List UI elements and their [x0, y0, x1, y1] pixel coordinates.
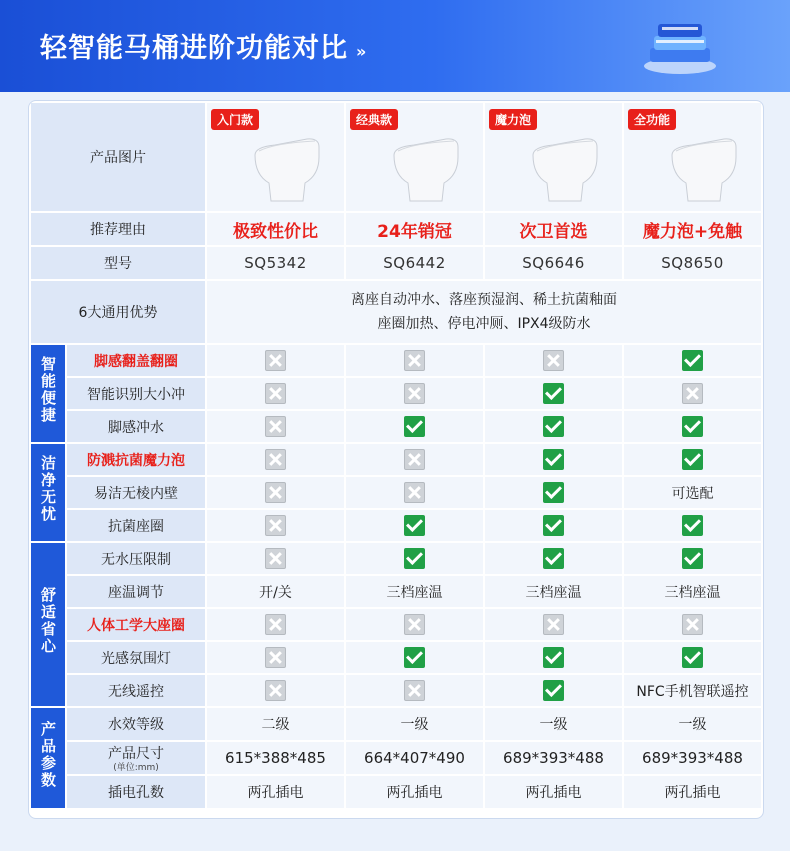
double-chevron-icon: »: [356, 42, 368, 61]
badge-label: 经典款: [350, 109, 398, 130]
feature-row: [31, 345, 761, 376]
feature-cell: [485, 510, 622, 541]
feature-cell: [346, 345, 483, 376]
cross-icon: [265, 416, 286, 437]
feature-label: 易洁无棱内壁: [67, 477, 205, 508]
cross-icon: [265, 647, 286, 668]
feature-cell: [624, 609, 761, 640]
param-label: [67, 776, 205, 808]
advantages-line: 座圈加热、停电冲厕、IPX4级防水: [377, 316, 591, 332]
cross-icon: [265, 548, 286, 569]
feature-cell: [485, 642, 622, 673]
cross-icon: [682, 614, 703, 635]
check-icon: [543, 416, 564, 437]
feature-row: [31, 642, 761, 673]
param-cell: 一级: [485, 708, 622, 740]
feature-row: [31, 675, 761, 706]
model-cell: SQ5342: [207, 247, 344, 279]
check-icon: [682, 449, 703, 470]
model-cell: SQ6442: [346, 247, 483, 279]
feature-text-cell: 三档座温: [624, 576, 761, 607]
row-label-model: 型号: [31, 247, 205, 279]
reason-cell: 魔力泡+免触: [624, 213, 761, 245]
param-cell: 664*407*490: [346, 742, 483, 774]
row-image: [31, 103, 761, 211]
feature-cell: [485, 378, 622, 409]
category-text: 智能便捷: [39, 356, 57, 424]
cross-icon: [265, 482, 286, 503]
comparison-table: [29, 101, 763, 810]
feature-text-cell: NFC手机智联遥控: [624, 675, 761, 706]
param-cell: 两孔插电: [346, 776, 483, 808]
feature-row: [31, 543, 761, 574]
param-cell: 二级: [207, 708, 344, 740]
feature-label: 无线遥控: [67, 675, 205, 706]
toilet-image: [523, 125, 603, 205]
feature-cell: [346, 411, 483, 442]
category-text: 产品参数: [39, 720, 57, 789]
feature-cell: [207, 510, 344, 541]
advantages-cell: [207, 281, 761, 343]
check-icon: [543, 647, 564, 668]
param-label-text: 水效等级: [108, 717, 164, 733]
feature-cell: [207, 444, 344, 475]
feature-cell: [346, 510, 483, 541]
feature-label: 脚感翻盖翻圈: [67, 345, 205, 376]
reason-cell: 次卫首选: [485, 213, 622, 245]
param-label-text: 产品尺寸: [108, 746, 164, 762]
cross-icon: [543, 350, 564, 371]
cross-icon: [265, 614, 286, 635]
check-icon: [682, 416, 703, 437]
feature-cell: [207, 345, 344, 376]
page-title: 轻智能马桶进阶功能对比 »: [40, 33, 368, 64]
cross-icon: [404, 614, 425, 635]
feature-cell: [346, 543, 483, 574]
feature-text-cell: 可选配: [624, 477, 761, 508]
category-label: [31, 444, 65, 541]
check-icon: [543, 515, 564, 536]
feature-cell: [207, 543, 344, 574]
feature-cell: [485, 543, 622, 574]
feature-cell: [207, 378, 344, 409]
check-icon: [682, 548, 703, 569]
feature-label: 光感氛围灯: [67, 642, 205, 673]
cross-icon: [682, 383, 703, 404]
row-model: [31, 247, 761, 279]
param-row: [31, 742, 761, 774]
param-cell: 689*393*488: [485, 742, 622, 774]
param-cell: 一级: [624, 708, 761, 740]
feature-row: [31, 609, 761, 640]
feature-cell: [485, 411, 622, 442]
check-icon: [543, 680, 564, 701]
feature-label: 座温调节: [67, 576, 205, 607]
feature-cell: [485, 345, 622, 376]
feature-cell: [624, 444, 761, 475]
cross-icon: [265, 515, 286, 536]
cross-icon: [404, 350, 425, 371]
check-icon: [404, 416, 425, 437]
category-text: 洁净无忧: [39, 455, 57, 523]
cross-icon: [265, 383, 286, 404]
check-icon: [543, 449, 564, 470]
check-icon: [543, 482, 564, 503]
feature-label: 人体工学大座圈: [67, 609, 205, 640]
model-cell: SQ8650: [624, 247, 761, 279]
feature-cell: [485, 477, 622, 508]
check-icon: [543, 548, 564, 569]
cross-icon: [404, 680, 425, 701]
feature-cell: [624, 378, 761, 409]
feature-text-cell: 三档座温: [346, 576, 483, 607]
row-advantages: [31, 281, 761, 343]
category-label: [31, 708, 65, 808]
feature-cell: [207, 411, 344, 442]
cross-icon: [543, 614, 564, 635]
product-image-cell: [624, 103, 761, 211]
books-stack-icon: [640, 14, 720, 76]
badge-label: 全功能: [628, 109, 676, 130]
feature-cell: [207, 477, 344, 508]
check-icon: [543, 383, 564, 404]
feature-label: 抗菌座圈: [67, 510, 205, 541]
feature-cell: [624, 543, 761, 574]
feature-cell: [346, 675, 483, 706]
feature-row: [31, 576, 761, 607]
check-icon: [404, 515, 425, 536]
param-cell: 615*388*485: [207, 742, 344, 774]
feature-text-cell: 开/关: [207, 576, 344, 607]
feature-cell: [624, 510, 761, 541]
row-label-advantages: 6大通用优势: [31, 281, 205, 343]
check-icon: [682, 647, 703, 668]
feature-cell: [207, 609, 344, 640]
unit-note: (单位:mm): [113, 763, 159, 773]
category-text: 舒适省心: [39, 587, 57, 655]
toilet-image: [662, 125, 742, 205]
check-icon: [682, 350, 703, 371]
param-cell: 两孔插电: [485, 776, 622, 808]
param-label-text: 插电孔数: [108, 785, 164, 801]
feature-cell: [346, 378, 483, 409]
feature-row: [31, 378, 761, 409]
param-row: [31, 708, 761, 740]
feature-cell: [624, 411, 761, 442]
badge-label: 魔力泡: [489, 109, 537, 130]
check-icon: [682, 515, 703, 536]
feature-label: 防溅抗菌魔力泡: [67, 444, 205, 475]
check-icon: [404, 647, 425, 668]
cross-icon: [265, 350, 286, 371]
row-reason: [31, 213, 761, 245]
feature-cell: [207, 675, 344, 706]
param-cell: 两孔插电: [624, 776, 761, 808]
feature-cell: [485, 675, 622, 706]
cross-icon: [404, 449, 425, 470]
feature-label: 无水压限制: [67, 543, 205, 574]
check-icon: [404, 548, 425, 569]
comparison-card: [28, 100, 764, 819]
cross-icon: [265, 449, 286, 470]
cross-icon: [265, 680, 286, 701]
param-cell: 一级: [346, 708, 483, 740]
feature-label: 脚感冲水: [67, 411, 205, 442]
category-label: [31, 345, 65, 442]
feature-cell: [346, 609, 483, 640]
feature-cell: [346, 444, 483, 475]
feature-row: [31, 510, 761, 541]
param-cell: 两孔插电: [207, 776, 344, 808]
reason-cell: 24年销冠: [346, 213, 483, 245]
toilet-image: [245, 125, 325, 205]
feature-cell: [346, 642, 483, 673]
feature-cell: [624, 345, 761, 376]
badge-label: 入门款: [211, 109, 259, 130]
param-row: [31, 776, 761, 808]
feature-cell: [624, 642, 761, 673]
feature-row: [31, 411, 761, 442]
feature-row: [31, 444, 761, 475]
param-cell: 689*393*488: [624, 742, 761, 774]
toilet-image: [384, 125, 464, 205]
product-image-cell: [485, 103, 622, 211]
feature-cell: [346, 477, 483, 508]
product-image-cell: [346, 103, 483, 211]
cross-icon: [404, 482, 425, 503]
feature-label: 智能识别大小冲: [67, 378, 205, 409]
banner-header: [0, 0, 790, 92]
feature-row: [31, 477, 761, 508]
cross-icon: [404, 383, 425, 404]
category-label: [31, 543, 65, 706]
feature-text-cell: 三档座温: [485, 576, 622, 607]
reason-cell: 极致性价比: [207, 213, 344, 245]
feature-cell: [207, 642, 344, 673]
advantages-line: 离座自动冲水、落座预湿润、稀土抗菌釉面: [351, 292, 617, 308]
row-label-reason: 推荐理由: [31, 213, 205, 245]
param-label: [67, 742, 205, 774]
row-label-image: 产品图片: [31, 103, 205, 211]
model-cell: SQ6646: [485, 247, 622, 279]
product-image-cell: [207, 103, 344, 211]
feature-cell: [485, 444, 622, 475]
param-label: [67, 708, 205, 740]
feature-cell: [485, 609, 622, 640]
